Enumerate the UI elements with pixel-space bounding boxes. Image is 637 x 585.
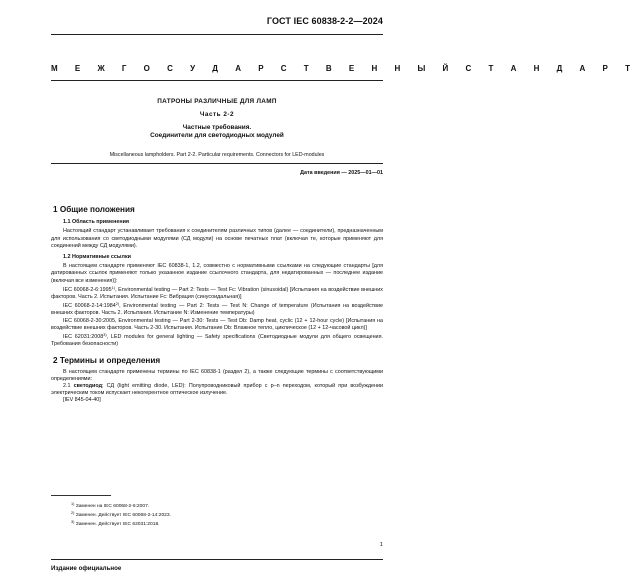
section-1-1-heading: 1.1 Область применения (63, 219, 130, 226)
english-title: Miscellaneous lampholders. Part 2-2. Particular requirements. Connectors for LED-modules (109, 152, 325, 158)
definition-2-1: 2.1 светодиод; СД (light emitting diode, LED): Полупроводниковый прибор с p–n переходом, который при возбуждении электрическим током испускает некогерентное оптическое излучение. (51, 383, 383, 397)
reference-iec-62031: IEC 62031:2008$^{3)}$, LED modules for general lighting — Safety specifications (Светодиодные модули для общего освещения. Требования безопасности) (51, 333, 383, 348)
reference-iec-60068-2-30: IEC 60068-2-30:2005, Environmental testing — Part 2-30: Tests — Test Db: Damp heat, cyclic (12 + 12-hour cycle) [Испытания на воздействие внешних факторов. Часть 2-30. Испытания. Испытание Db: Влажное тепло, циклическое (12 + 12-часовой цикл)] (51, 317, 383, 331)
footnote-rule (51, 495, 111, 496)
document-code: ГОСТ IEC 60838-2-2—2024 (266, 16, 383, 26)
standard-type-heading: М Е Ж Г О С У Д А Р С Т В Е Н Н Ы Й С Т А Н Д А Р Т (51, 64, 637, 73)
body-content (51, 206, 383, 405)
edition-label: Издание официальное (51, 565, 122, 572)
footnotes (51, 495, 383, 528)
title-rule (51, 163, 383, 164)
section-2-heading: 2 Термины и определения (53, 356, 161, 366)
title-block (51, 98, 383, 158)
section-2-text: В настоящем стандарте применены термины по IEC 60838-1 (раздел 2), а также следующие термины с соответствующими определениями: (51, 368, 383, 382)
effective-date: Дата введения — 2025—01—01 (300, 170, 383, 176)
footnote-3: $^{3)}$ Заменен. Действует IEC 62031:2018. (71, 520, 160, 527)
standard-type-rule (51, 80, 383, 81)
footnote-2: $^{2)}$ Заменен. Действует IEC 60068-2-14:2023. (71, 511, 171, 518)
part-label: Часть 2-2 (199, 111, 235, 118)
footnote-1: $^{1)}$ Заменен на IEC 60068-2-6:2007. (71, 502, 150, 509)
reference-iec-60068-2-14: IEC 60068-2-14:1984$^{2)}$, Environmental testing — Part 2: Tests — Test N: Change of temperature (Испытания на воздействие внешних факторов. Часть 2. Испытания. Испытание N: Изменение температуры) (51, 302, 383, 317)
footer-rule (51, 559, 383, 560)
section-1-2-heading: 1.2 Нормативные ссылки (63, 254, 131, 261)
page-number: 1 (379, 542, 383, 548)
subtitle-line-2: Соединители для светодиодных модулей (150, 132, 284, 139)
subtitle-line-1: Частные требования. (182, 124, 252, 131)
header-rule (51, 34, 383, 35)
section-1-1-text: Настоящий стандарт устанавливает требования к соединителям различных типов (далее — соединители), предназначенным для использования со светодиодными модулями (СД модули) на основе печатных плат (включая те, которые применяют для соединений между СД модулями). (51, 228, 383, 249)
section-1-heading: 1 Общие положения (53, 205, 135, 214)
main-title: ПАТРОНЫ РАЗЛИЧНЫЕ ДЛЯ ЛАМП (157, 98, 277, 105)
reference-iec-60068-2-6: IEC 60068-2-6:1995$^{1)}$, Environmental testing — Part 2: Tests — Test Fc: Vibration (sinusoidal) [Испытания на воздействие внешних факторов. Часть 2. Испытания. Испытание Fc: Вибрация (синусоидальная)] (51, 285, 383, 301)
definition-reference: [IEV 845-04-40] (63, 397, 101, 404)
definition-term: светодиод (73, 383, 103, 390)
section-1-2-text: В настоящем стандарте применяют IEC 60838-1, 1.2, совместно с нормативными ссылками на следующие стандарты [для датированных ссылок применяют только указанное издание ссылочного стандарта, для недатированных — последнее издание (включая все изменения)]: (51, 263, 383, 284)
